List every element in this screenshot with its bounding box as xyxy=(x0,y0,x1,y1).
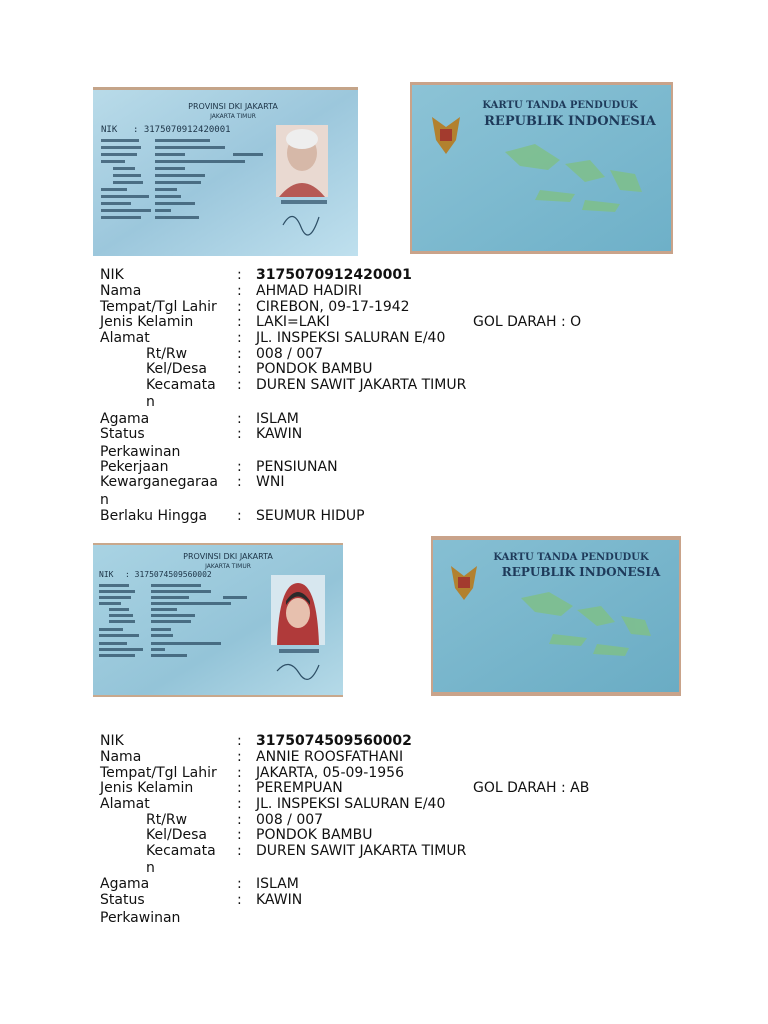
value-status: KAWIN xyxy=(256,892,303,908)
label-jenis-kelamin: Jenis Kelamin xyxy=(100,780,194,796)
value-jenis-kelamin: LAKI=LAKI xyxy=(256,314,330,330)
value-tempat-tgl-lahir: JAKARTA, 05-09-1956 xyxy=(256,765,404,781)
separator: : xyxy=(237,765,242,781)
ktp-front-photo-2 xyxy=(93,543,343,697)
separator: : xyxy=(237,749,242,765)
separator: : xyxy=(237,377,242,393)
label-tempat-tgl-lahir: Tempat/Tgl Lahir xyxy=(100,299,217,315)
label-nama: Nama xyxy=(100,749,142,765)
separator: : xyxy=(237,733,242,749)
value-gol-darah: GOL DARAH : O xyxy=(473,314,582,330)
label-agama: Agama xyxy=(100,411,150,427)
value-nik: 3175074509560002 xyxy=(256,733,412,749)
separator: : xyxy=(237,508,242,524)
value-berlaku-hingga: SEUMUR HIDUP xyxy=(256,508,365,524)
card-nik-value: : 3175074509560002 xyxy=(125,570,212,579)
value-kecamatan: DUREN SAWIT JAKARTA TIMUR xyxy=(256,843,467,859)
separator: : xyxy=(237,330,242,346)
label-kecamatan: Kecamata xyxy=(146,377,216,393)
value-rt-rw: 008 / 007 xyxy=(256,812,324,828)
separator: : xyxy=(237,780,242,796)
ktp-back-photo-2 xyxy=(431,536,681,696)
value-kel-desa: PONDOK BAMBU xyxy=(256,361,373,377)
value-tempat-tgl-lahir: CIREBON, 09-17-1942 xyxy=(256,299,410,315)
value-alamat: JL. INSPEKSI SALURAN E/40 xyxy=(256,330,446,346)
separator: : xyxy=(237,796,242,812)
label-kewarganegaraan-wrap: n xyxy=(100,492,109,508)
card-header-province: PROVINSI DKI JAKARTA xyxy=(188,102,278,111)
label-kel-desa: Kel/Desa xyxy=(146,827,207,843)
label-tempat-tgl-lahir: Tempat/Tgl Lahir xyxy=(100,765,217,781)
label-nik: NIK xyxy=(100,267,124,283)
card-back-title-2: REPUBLIK INDONESIA xyxy=(484,114,656,129)
label-rt-rw: Rt/Rw xyxy=(146,346,188,362)
card-header-province: PROVINSI DKI JAKARTA xyxy=(183,552,273,561)
value-gol-darah: GOL DARAH : AB xyxy=(473,780,590,796)
label-status-wrap: Perkawinan xyxy=(100,910,181,926)
separator: : xyxy=(237,827,242,843)
separator: : xyxy=(237,411,242,427)
card-header-city: JAKARTA TIMUR xyxy=(210,113,256,120)
label-nama: Nama xyxy=(100,283,142,299)
separator: : xyxy=(237,474,242,490)
label-berlaku-hingga: Berlaku Hingga xyxy=(100,508,208,524)
value-jenis-kelamin: PEREMPUAN xyxy=(256,780,343,796)
card-back-title-1: KARTU TANDA PENDUDUK xyxy=(482,100,638,111)
separator: : xyxy=(237,314,242,330)
label-kecamatan-wrap: n xyxy=(146,394,155,410)
separator: : xyxy=(237,346,242,362)
label-agama: Agama xyxy=(100,876,150,892)
label-jenis-kelamin: Jenis Kelamin xyxy=(100,314,194,330)
separator: : xyxy=(237,426,242,442)
card-back-title-1: KARTU TANDA PENDUDUK xyxy=(493,552,649,563)
label-kecamatan: Kecamata xyxy=(146,843,216,859)
value-nama: AHMAD HADIRI xyxy=(256,283,362,299)
label-kecamatan-wrap: n xyxy=(146,860,155,876)
label-alamat: Alamat xyxy=(100,330,150,346)
card-header-city: JAKARTA TIMUR xyxy=(205,563,251,570)
separator: : xyxy=(237,812,242,828)
label-rt-rw: Rt/Rw xyxy=(146,812,188,828)
value-status: KAWIN xyxy=(256,426,303,442)
value-kewarganegaraan: WNI xyxy=(256,474,285,490)
separator: : xyxy=(237,361,242,377)
label-nik: NIK xyxy=(100,733,124,749)
value-alamat: JL. INSPEKSI SALURAN E/40 xyxy=(256,796,446,812)
value-agama: ISLAM xyxy=(256,411,299,427)
separator: : xyxy=(237,283,242,299)
ktp-front-photo-1 xyxy=(93,87,358,256)
card-back-title-2: REPUBLIK INDONESIA xyxy=(501,565,661,579)
label-kel-desa: Kel/Desa xyxy=(146,361,207,377)
value-nik: 3175070912420001 xyxy=(256,267,412,283)
value-nama: ANNIE ROOSFATHANI xyxy=(256,749,404,765)
label-kewarganegaraan: Kewarganegaraa xyxy=(100,474,218,490)
label-pekerjaan: Pekerjaan xyxy=(100,459,169,475)
separator: : xyxy=(237,459,242,475)
value-rt-rw: 008 / 007 xyxy=(256,346,324,362)
label-status: Status xyxy=(100,892,145,908)
value-agama: ISLAM xyxy=(256,876,299,892)
label-alamat: Alamat xyxy=(100,796,150,812)
separator: : xyxy=(237,299,242,315)
value-kecamatan: DUREN SAWIT JAKARTA TIMUR xyxy=(256,377,467,393)
card-nik-value: : 3175070912420001 xyxy=(133,125,231,135)
card-nik-label: NIK xyxy=(101,125,118,135)
separator: : xyxy=(237,843,242,859)
separator: : xyxy=(237,876,242,892)
ktp-back-photo-1 xyxy=(410,82,673,254)
separator: : xyxy=(237,267,242,283)
label-status: Status xyxy=(100,426,145,442)
card-nik-label: NIK xyxy=(99,570,114,579)
value-kel-desa: PONDOK BAMBU xyxy=(256,827,373,843)
label-status-wrap: Perkawinan xyxy=(100,444,181,460)
value-pekerjaan: PENSIUNAN xyxy=(256,459,338,475)
separator: : xyxy=(237,892,242,908)
